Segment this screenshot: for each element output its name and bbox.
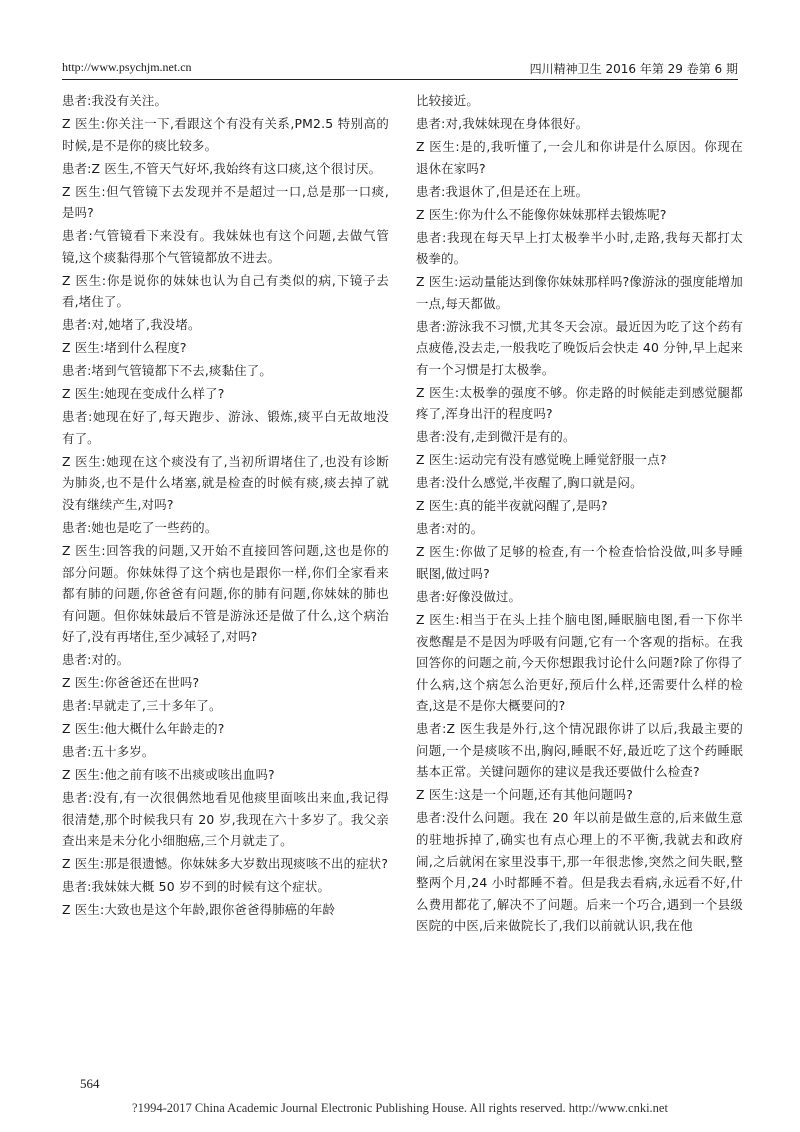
dialogue-paragraph: 患者:游泳我不习惯,尤其冬天会凉。最近因为吃了这个药有点疲倦,没去走,一般我吃了晚饭后会快走 40 分钟,早上起来有一个习惯是打太极拳。 — [416, 318, 743, 377]
copyright-footer: ?1994-2017 China Academic Journal Electronic Publishing House. All rights reserved. http://www.cnki.net — [132, 1101, 668, 1115]
dialogue-paragraph: 患者:对,我妹妹现在身体很好。 — [416, 115, 589, 131]
dialogue-paragraph: Z 医生:运动完有没有感觉晚上睡觉舒服一点? — [416, 452, 667, 468]
dialogue-paragraph: Z 医生:真的能半夜就闷醒了,是吗? — [416, 498, 608, 514]
dialogue-paragraph: 患者:没什么感觉,半夜醒了,胸口就是闷。 — [416, 475, 643, 491]
dialogue-paragraph: 患者:我退休了,但是还在上班。 — [416, 183, 589, 199]
running-header — [62, 56, 738, 80]
dialogue-paragraph: 患者:她也是吃了一些药的。 — [62, 519, 218, 535]
dialogue-paragraph: Z 医生:他大概什么年龄走的? — [62, 721, 225, 737]
dialogue-paragraph: 患者:堵到气管镜都下不去,痰黏住了。 — [62, 363, 272, 379]
dialogue-paragraph: 患者:气管镜看下来没有。我妹妹也有这个问题,去做气管镜,这个痰黏得那个气管镜都放不进去。 — [62, 228, 389, 265]
dialogue-paragraph: Z 医生:你是说你的妹妹也认为自己有类似的病,下镜子去看,堵住了。 — [62, 272, 389, 310]
dialogue-paragraph: 患者:早就走了,三十多年了。 — [62, 698, 222, 714]
dialogue-paragraph: Z 医生:他之前有咳不出痰或咳出血吗? — [62, 767, 275, 783]
dialogue-paragraph: Z 医生:回答我的问题,又开始不直接回答问题,这也是你的部分问题。你妹妹得了这个病也是跟你一样,你们全家看来都有肺的问题,你爸爸有问题,你的肺有问题,你妹妹的肺也有问题。但你妹妹最后不管是游泳还是做了什么,这个病治好了,没有再堵住,至少减轻了,对吗? — [62, 542, 389, 645]
dialogue-paragraph: 患者:对的。 — [416, 521, 484, 537]
right-column — [416, 90, 743, 938]
dialogue-paragraph: Z 医生:她现在变成什么样了? — [62, 386, 225, 402]
dialogue-paragraph: 患者:我现在每天早上打太极拳半小时,走路,我每天都打太极拳的。 — [416, 229, 743, 267]
journal-url[interactable]: http://www.psychjm.net.cn — [62, 60, 192, 74]
dialogue-paragraph: 患者:Z 医生,不管天气好坏,我始终有这口痰,这个很讨厌。 — [62, 160, 382, 176]
dialogue-paragraph: Z 医生:这是一个问题,还有其他问题吗? — [416, 787, 633, 803]
dialogue-paragraph: Z 医生:你关注一下,看跟这个有没有关系,PM2.5 特别高的时候,是不是你的痰比较多。 — [62, 115, 389, 153]
dialogue-paragraph: 患者:没有,有一次很偶然地看见他痰里面咳出来血,我记得很清楚,那个时候我只有 20 岁,我现在六十多岁了。我父亲查出来是未分化小细胞癌,三个月就走了。 — [62, 790, 389, 849]
dialogue-paragraph: Z 医生:太极拳的强度不够。你走路的时候能走到感觉腿都疼了,浑身出汗的程度吗? — [416, 384, 743, 422]
dialogue-paragraph: Z 医生:是的,我听懂了,一会儿和你讲是什么原因。你现在退休在家吗? — [416, 138, 743, 176]
dialogue-paragraph: 患者:她现在好了,每天跑步、游泳、锻炼,痰平白无故地没有了。 — [62, 409, 389, 446]
dialogue-paragraph: 患者:没什么问题。我在 20 年以前是做生意的,后来做生意的驻地拆掉了,确实也有点心理上的不平衡,我就去和政府闹,之后就闲在家里没事干,那一年很悲惨,突然之间失眠,整整两个月,24 小时都睡不着。但是我去看病,永远看不好,什么费用都花了,解决不了问题。后来一个巧合,遇到一个县级医院的中医,后来做院长了,我们以前就认识,我在他 — [416, 810, 743, 934]
dialogue-paragraph: Z 医生:但气管镜下去发现并不是超过一口,总是那一口痰,是吗? — [62, 183, 389, 221]
dialogue-paragraph: 患者:五十多岁。 — [62, 744, 155, 760]
dialogue-paragraph: Z 医生:你为什么不能像你妹妹那样去锻炼呢? — [416, 206, 667, 222]
left-column — [62, 90, 389, 922]
dialogue-paragraph: Z 医生:相当于在头上挂个脑电图,睡眠脑电图,看一下你半夜憋醒是不是因为呼吸有问题,它有一个客观的指标。在我回答你的问题之前,今天你想跟我讨论什么问题?除了你得了什么病,这个病怎么治更好,预后什么样,还需要什么样的检查,这是不是你大概要问的? — [416, 611, 743, 714]
dialogue-paragraph: Z 医生:你爸爸还在世吗? — [62, 675, 200, 691]
dialogue-paragraph: Z 医生:运动量能达到像你妹妹那样吗?像游泳的强度能增加一点,每天都做。 — [416, 274, 743, 311]
header-rule — [62, 79, 738, 80]
dialogue-paragraph: Z 医生:她现在这个痰没有了,当初所谓堵住了,也没有诊断为肺炎,也不是什么堵塞,就是检查的时候有痰,痰去掉了就没有继续产生,对吗? — [62, 453, 389, 512]
page-number: 564 — [80, 1076, 100, 1091]
dialogue-paragraph: Z 医生:堵到什么程度? — [62, 340, 187, 356]
dialogue-paragraph: Z 医生:你做了足够的检查,有一个检查恰恰没做,叫多导睡眠图,做过吗? — [416, 544, 743, 581]
journal-issue: 四川精神卫生 2016 年第 29 卷第 6 期 — [529, 62, 738, 76]
dialogue-paragraph: 患者:我妹妹大概 50 岁不到的时候有这个症状。 — [62, 879, 331, 895]
dialogue-paragraph: 患者:对的。 — [62, 652, 130, 668]
dialogue-paragraph: 患者:好像没做过。 — [416, 588, 522, 604]
dialogue-paragraph: Z 医生:那是很遗憾。你妹妹多大岁数出现痰咳不出的症状? — [62, 856, 389, 872]
dialogue-paragraph: 患者:对,她堵了,我没堵。 — [62, 317, 201, 333]
dialogue-paragraph: 患者:没有,走到微汗是有的。 — [416, 429, 576, 445]
dialogue-paragraph: 患者:我没有关注。 — [62, 93, 168, 108]
dialogue-paragraph: 患者:Z 医生我是外行,这个情况跟你讲了以后,我最主要的问题,一个是痰咳不出,胸闷,睡眠不好,最近吃了这个药睡眠基本正常。关键问题你的建议是我还要做什么检查? — [416, 721, 743, 780]
dialogue-paragraph: Z 医生:大致也是这个年龄,跟你爸爸得肺癌的年龄 — [62, 902, 336, 918]
dialogue-paragraph: 比较接近。 — [416, 93, 479, 108]
